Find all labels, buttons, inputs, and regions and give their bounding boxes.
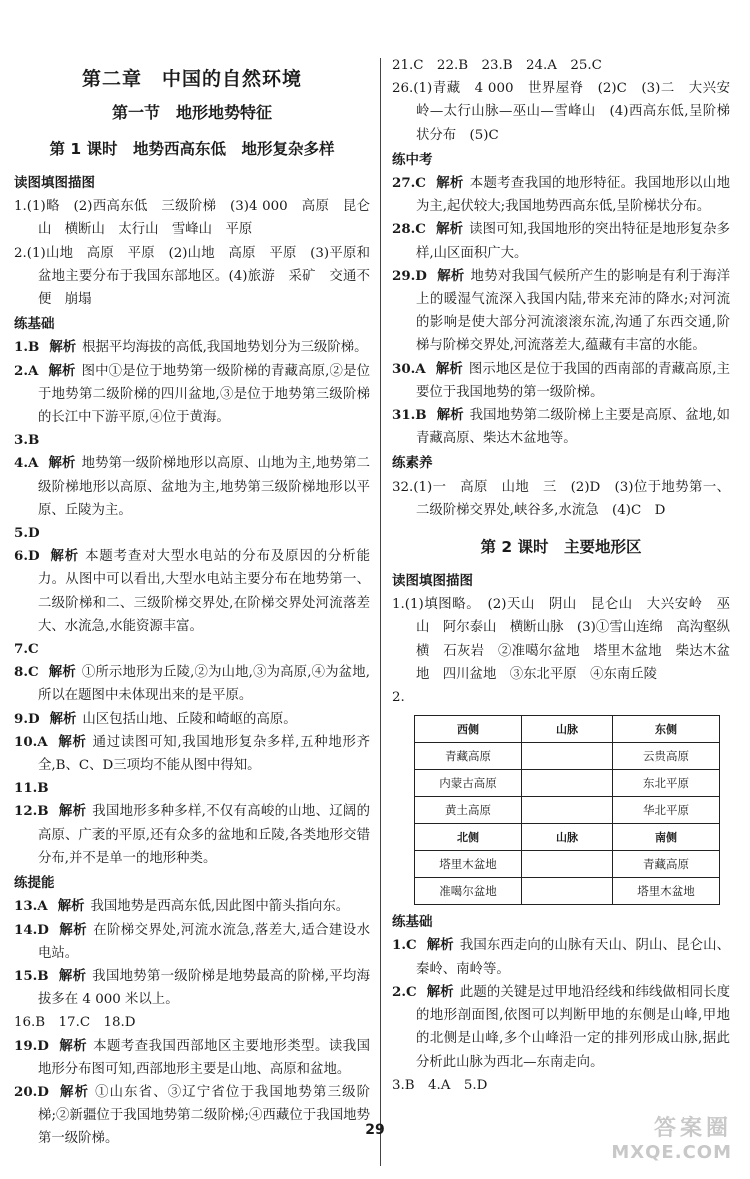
table-row xyxy=(415,770,720,797)
jiexi-label: 解析 xyxy=(48,665,76,681)
answer-number: 11.B xyxy=(14,780,49,797)
jiexi-label: 解析 xyxy=(426,938,454,954)
left-column xyxy=(14,54,370,1151)
explanation-text: 本题考查我国西部地区主要地形类型。读我国地形分布图可知,西部地形主要是山地、高原和盆地。 xyxy=(38,1038,371,1077)
answer-item xyxy=(14,800,370,870)
answer-item xyxy=(14,429,370,452)
answer-number: 14.D xyxy=(14,921,49,938)
answer-number: 19.D xyxy=(14,1037,49,1054)
answer-item xyxy=(14,545,370,638)
table-header-cell: 山脉 xyxy=(522,824,613,851)
jiexi-label: 解析 xyxy=(57,734,87,750)
table-row xyxy=(415,851,720,878)
table-cell xyxy=(522,851,613,878)
explanation-text: 读图可知,我国地形的突出特征是地形复杂多样,山区面积广大。 xyxy=(416,222,730,261)
explanation-text: 通过读图可知,我国地形复杂多样,五种地形齐全,B、C、D三项均不能从图中得知。 xyxy=(38,734,371,774)
answer-item xyxy=(14,919,370,965)
answer-item-19 xyxy=(14,1035,370,1081)
answer-number: 12.B xyxy=(14,803,49,820)
jiexi-label: 解析 xyxy=(58,804,87,820)
table-row xyxy=(415,743,720,770)
zhongkao-list xyxy=(392,172,730,450)
watermark-url: MXQE.COM xyxy=(611,1142,732,1163)
table-cell xyxy=(522,878,613,905)
answer-item xyxy=(14,777,370,800)
column-divider xyxy=(380,58,381,1166)
jiexi-label: 解析 xyxy=(49,711,77,727)
explanation-text: 我国地形多种多样,不仅有高峻的山地、辽阔的高原、广袤的平原,还有众多的盆地和丘陵,各类地形交错分布,并不是单一的地形种类。 xyxy=(38,804,370,866)
table-header-cell: 南侧 xyxy=(613,824,720,851)
jiexi-label: 解析 xyxy=(58,968,87,984)
answer-item xyxy=(14,1035,370,1081)
explanation-text: ①所示地形为丘陵,②为山地,③为高原,④为盆地,所以在题图中未体现出来的是平原。 xyxy=(38,665,370,704)
answer-item: 2.(1)山地 高原 平原 (2)山地 高原 平原 (3)平原和盆地主要分布于我国东部地区。(4)旅游 采矿 交通不便 崩塌 xyxy=(14,245,370,308)
subheading-suyang: 练素养 xyxy=(392,455,433,472)
jiexi-label: 解析 xyxy=(58,1084,90,1100)
table-cell xyxy=(522,743,613,770)
answer-item xyxy=(14,1081,370,1151)
right-column xyxy=(392,54,730,1097)
answer-item xyxy=(392,218,730,264)
table-cell: 华北平原 xyxy=(613,797,720,824)
table-row xyxy=(415,878,720,905)
table-cell: 黄土高原 xyxy=(415,797,522,824)
page-number: 29 xyxy=(365,1122,385,1138)
jiexi-label: 解析 xyxy=(436,408,464,424)
answer-number: 27.C xyxy=(392,175,426,192)
answer-item xyxy=(14,452,370,522)
table-header-cell: 西侧 xyxy=(415,716,522,743)
answer-item xyxy=(14,708,370,731)
subheading-zhongkao: 练中考 xyxy=(392,151,433,168)
table-header-cell: 北侧 xyxy=(415,824,522,851)
answer-number: 8.C xyxy=(14,664,39,681)
answer-item xyxy=(14,336,370,359)
answer-item: 1.(1)填图略。 (2)天山 阴山 昆仑山 大兴安岭 巫山 阿尔泰山 横断山脉 (3)①雪山连绵 高沟壑纵横 石灰岩 ②准噶尔盆地 塔里木盆地 柴达木盆地 四川盆地 ③东北平原 ④东南丘陵 xyxy=(392,597,730,682)
jiexi-label: 解析 xyxy=(48,363,76,379)
jiexi-label: 解析 xyxy=(48,456,76,472)
tineng-list xyxy=(14,895,370,1011)
answer-item xyxy=(14,522,370,545)
table-cell: 云贵高原 xyxy=(613,743,720,770)
watermark-logo-text: 答案圈 xyxy=(653,1116,732,1141)
jiexi-label: 解析 xyxy=(57,899,85,915)
answer-number: 7.C xyxy=(14,641,39,658)
answer-item xyxy=(392,981,730,1074)
jiexi-label: 解析 xyxy=(49,549,80,565)
explanation-text: 本题考查我国的地形特征。我国地形以山地为主,起伏较大;我国地势西高东低,呈阶梯状分布。 xyxy=(416,176,731,215)
explanation-text: 图中①是位于地势第一级阶梯的青藏高原,②是位于地势第二级阶梯的四川盆地,③是位于地势第三级阶梯的长江中下游平原,④位于黄海。 xyxy=(38,363,370,426)
explanation-text: 我国东西走向的山脉有天山、阴山、昆仑山、秦岭、南岭等。 xyxy=(416,938,731,977)
chapter-title: 第二章 中国的自然环境 xyxy=(81,68,302,90)
table-cell: 塔里木盆地 xyxy=(415,851,522,878)
explanation-text: 山区包括山地、丘陵和崎岖的高原。 xyxy=(82,711,297,727)
jichu-list-2 xyxy=(392,934,730,1073)
jiexi-label: 解析 xyxy=(49,340,77,356)
answer-number: 28.C xyxy=(392,221,426,238)
table-header-row xyxy=(415,716,720,743)
table-cell: 内蒙古高原 xyxy=(415,770,522,797)
explanation-text: 地势第一级阶梯地形以高原、山地为主,地势第二级阶梯地形以高原、盆地为主,地势第三级阶梯地形以平原、丘陵为主。 xyxy=(38,456,370,518)
subheading-dutu: 读图填图描图 xyxy=(14,175,95,191)
lesson-1-title: 第 1 课时 地势西高东低 地形复杂多样 xyxy=(49,140,335,158)
explanation-text: 我国地势是西高东低,因此图中箭头指向东。 xyxy=(90,899,350,915)
explanation-text: ①山东省、③辽宁省位于我国地势第三级阶梯;②新疆位于我国地势第二级阶梯;④西藏位于我国地势第一级阶梯。 xyxy=(38,1084,371,1147)
jichu-list xyxy=(14,336,370,870)
answer-number: 6.D xyxy=(14,548,40,565)
answer-number: 15.B xyxy=(14,967,49,984)
watermark xyxy=(611,1111,732,1163)
table-cell xyxy=(522,797,613,824)
subheading-jichu-2: 练基础 xyxy=(392,914,433,931)
answer-item xyxy=(14,661,370,707)
answer-item xyxy=(392,934,730,980)
explanation-text: 我国地势第二级阶梯上主要是高原、盆地,如青藏高原、柴达木盆地等。 xyxy=(416,408,730,447)
table-cell: 青藏高原 xyxy=(613,851,720,878)
answer-number: 20.D xyxy=(14,1083,49,1100)
subheading-dutu-2: 读图填图描图 xyxy=(392,573,473,590)
table-header-cell: 山脉 xyxy=(522,716,613,743)
answer-number: 9.D xyxy=(14,710,40,727)
answer-item: 2. xyxy=(392,690,405,706)
section-title: 第一节 地形地势特征 xyxy=(111,103,272,122)
jiexi-label: 解析 xyxy=(435,222,464,238)
answer-line: 16.B 17.C 18.D xyxy=(14,1015,136,1031)
table-cell xyxy=(522,770,613,797)
answer-number: 2.A xyxy=(14,362,39,379)
jiexi-label: 解析 xyxy=(435,176,464,192)
answer-line: 21.C 22.B 23.B 24.A 25.C xyxy=(392,58,602,73)
answer-number: 10.A xyxy=(14,733,48,750)
explanation-text: 此题的关键是过甲地沿经线和纬线做相同长度的地形剖面图,依图可以判断甲地的东侧是山峰,甲地的北侧是山峰,多个山峰沿一定的排列形成山脉,据此分析此山脉为西北—东南走向。 xyxy=(416,984,731,1070)
table-cell: 青藏高原 xyxy=(415,743,522,770)
answer-line: 3.B 4.A 5.D xyxy=(392,1077,488,1093)
explanation-text: 本题考查对大型水电站的分布及原因的分析能力。从图中可以看出,大型水电站主要分布在地势第一、二级阶梯和二、三级阶梯交界处,在阶梯交界处河流落差大、水流急,水能资源丰富。 xyxy=(38,549,370,634)
answer-number: 31.B xyxy=(392,407,427,424)
answer-item xyxy=(14,360,370,430)
explanation-text: 我国地势第一级阶梯是地势最高的阶梯,平均海拔多在 4 000 米以上。 xyxy=(38,968,370,1008)
answer-number: 1.C xyxy=(392,937,417,954)
answer-item-26: 26.(1)青藏 4 000 世界屋脊 (2)C (3)二 大兴安岭—太行山脉—巫山—雪峰山 (4)西高东低,呈阶梯状分布 (5)C xyxy=(392,81,730,143)
subheading-jichu: 练基础 xyxy=(14,316,55,333)
jiexi-label: 解析 xyxy=(436,268,465,284)
answer-number: 3.B xyxy=(14,432,40,449)
table-row xyxy=(415,797,720,824)
answer-item xyxy=(392,358,730,404)
answer-number: 2.C xyxy=(392,983,417,1000)
answer-number: 4.A xyxy=(14,455,39,472)
answer-number: 1.B xyxy=(14,339,40,356)
answer-item xyxy=(14,895,370,918)
answer-item xyxy=(392,172,730,218)
explanation-text: 根据平均海拔的高低,我国地势划分为三级阶梯。 xyxy=(82,340,368,356)
table-header-row xyxy=(415,824,720,851)
answer-number: 5.D xyxy=(14,525,40,542)
answer-number: 30.A xyxy=(392,360,426,377)
table-header-cell: 东侧 xyxy=(613,716,720,743)
jiexi-label: 解析 xyxy=(426,984,454,1000)
subheading-tineng: 练提能 xyxy=(14,875,55,892)
answer-item xyxy=(14,965,370,1011)
table-cell: 东北平原 xyxy=(613,770,720,797)
answer-number: 29.D xyxy=(392,267,427,284)
jiexi-label: 解析 xyxy=(58,1038,88,1054)
table-cell: 塔里木盆地 xyxy=(613,878,720,905)
lesson-2-title: 第 2 课时 主要地形区 xyxy=(480,538,642,557)
explanation-text: 在阶梯交界处,河流水流急,落差大,适合建设水电站。 xyxy=(38,922,370,961)
answer-item xyxy=(14,638,370,661)
answer-item xyxy=(14,731,370,777)
answer-item-32: 32.(1)一 高原 山地 三 (2)D (3)位于地势第一、二级阶梯交界处,峡谷多,水流急 (4)C D xyxy=(392,479,730,518)
table-cell: 准噶尔盆地 xyxy=(415,878,522,905)
answer-item xyxy=(392,265,730,358)
terrain-table xyxy=(414,715,720,905)
jiexi-label: 解析 xyxy=(435,361,463,377)
answer-item-20 xyxy=(14,1081,370,1151)
answer-number: 13.A xyxy=(14,898,48,915)
answer-item xyxy=(392,404,730,450)
answer-item: 1.(1)略 (2)西高东低 三级阶梯 (3)4 000 高原 昆仑山 横断山 太行山 雪峰山 平原 xyxy=(14,199,370,238)
explanation-text: 地势对我国气候所产生的影响是有利于海洋上的暖湿气流深入我国内陆,带来充沛的降水;对河流的影响是使大部分河流滚滚东流,沟通了东西交通,阶梯与阶梯交界处,河流落差大,蕴藏有丰富的水能。 xyxy=(416,268,731,354)
explanation-text: 图示地区是位于我国的西南部的青藏高原,主要位于我国地势的第一级阶梯。 xyxy=(416,361,730,400)
jiexi-label: 解析 xyxy=(58,922,88,938)
